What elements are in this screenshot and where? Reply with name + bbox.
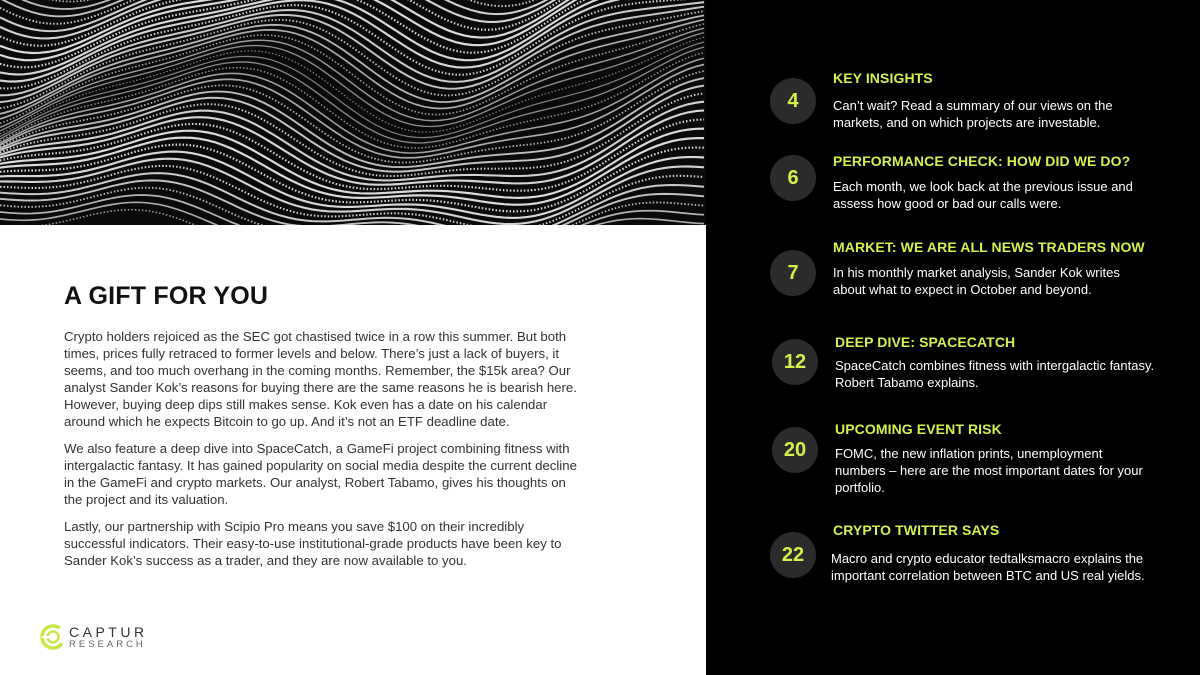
logo-subtitle: RESEARCH: [69, 638, 146, 650]
captur-logo-icon: [40, 624, 66, 650]
toc-title: PERFORMANCE CHECK: HOW DID WE DO?: [833, 153, 1131, 169]
wave-line: [0, 47, 704, 143]
page-number-badge: 7: [770, 250, 816, 296]
captur-research-logo: [40, 622, 148, 652]
article: [64, 282, 584, 579]
page-number-badge: 4: [770, 78, 816, 124]
contents-panel: [706, 0, 1200, 675]
toc-title: MARKET: WE ARE ALL NEWS TRADERS NOW: [833, 239, 1145, 255]
toc-description: Macro and crypto educator tedtalksmacro explains the important correlation between BTC and US real yields.: [831, 551, 1145, 583]
toc-title: UPCOMING EVENT RISK: [835, 421, 1002, 437]
wave-graphic: [0, 0, 706, 225]
page-number-badge: 12: [772, 339, 818, 385]
wave-line: [0, 0, 704, 53]
toc-description: In his monthly market analysis, Sander Kok writes about what to expect in October and beyond.: [833, 265, 1120, 297]
hero-wave-image: [0, 0, 706, 225]
wave-line: [0, 71, 704, 162]
toc-title: CRYPTO TWITTER SAYS: [833, 522, 1000, 538]
article-paragraph-2: We also feature a deep dive into SpaceCatch, a GameFi project combining fitness with intergalactic fantasy. It has gained popularity on social media despite the current decline in the GameFi and crypto markets. Our analyst, Robert Tabamo, gives his thoughts on the project and its valuation.: [64, 441, 577, 507]
toc-description: FOMC, the new inflation prints, unemployment numbers – here are the most important dates for your portfolio.: [835, 446, 1143, 495]
toc-description: Each month, we look back at the previous issue and assess how good or bad our calls were.: [833, 179, 1133, 211]
toc-description: Can’t wait? Read a summary of our views on the markets, and on which projects are investable.: [833, 98, 1113, 130]
article-paragraph-3: Lastly, our partnership with Scipio Pro means you save $100 on their incredibly successful indicators. Their easy-to-use institutional-grade products have been key to Sander Kok’s success as a trader, and they are now available to you.: [64, 519, 562, 568]
wave-line: [0, 166, 704, 225]
page-number-badge: 20: [772, 427, 818, 473]
page-number-badge: 22: [770, 532, 816, 578]
toc-title: KEY INSIGHTS: [833, 70, 933, 86]
wave-line: [0, 110, 704, 184]
page-number-badge: 6: [770, 155, 816, 201]
toc-title: DEEP DIVE: SPACECATCH: [835, 334, 1016, 350]
wave-line: [0, 58, 704, 153]
toc-description: SpaceCatch combines fitness with intergalactic fantasy. Robert Tabamo explains.: [835, 358, 1155, 390]
wave-line: [0, 86, 704, 172]
logo-wordmark: CAPTUR: [69, 623, 148, 640]
article-paragraph-1: Crypto holders rejoiced as the SEC got chastised twice in a row this summer. But both times, prices fully retraced to former levels and below. There’s just a lack of buyers, it seems, and too much overhang in the coming months. Remember, the $15k area? Our analyst Sander Kok’s reasons for buying there are the same reasons he is bearish here. However, buying deep dips still makes sense. Kok even has a date on his calendar around which he expects Bitcoin to go up. And it’s not an ETF deadline date.: [64, 329, 577, 429]
article-title: A GIFT FOR YOU: [64, 282, 269, 310]
